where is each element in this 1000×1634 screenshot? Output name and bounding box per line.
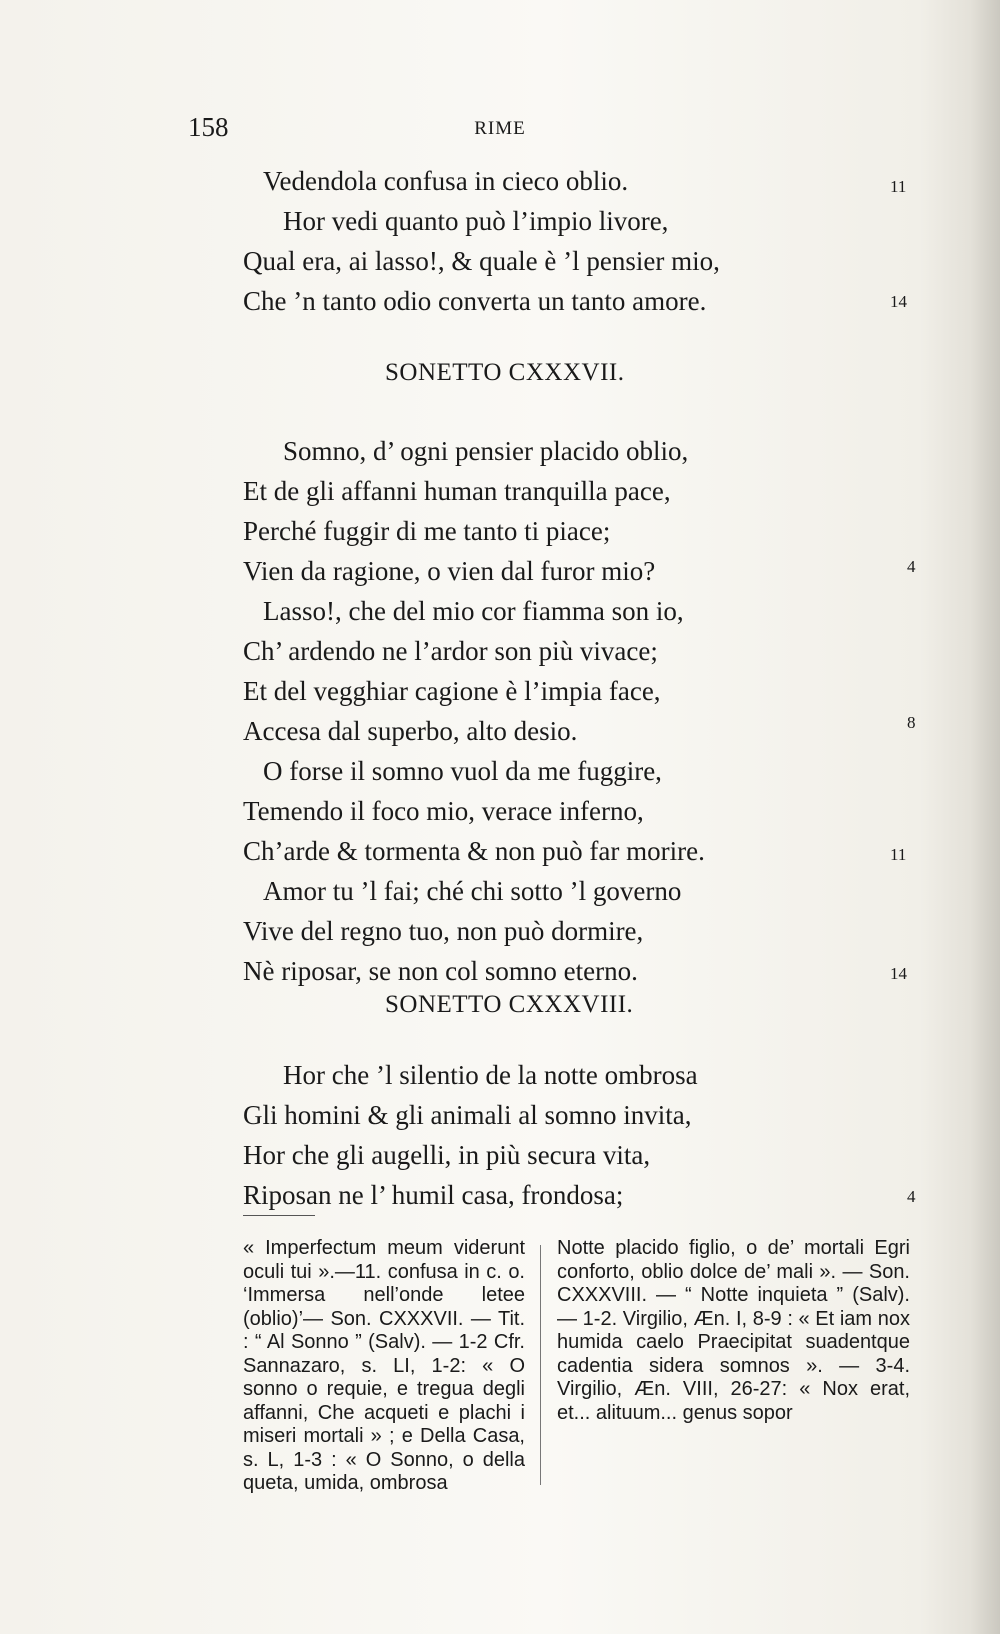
verse-line: Riposan ne l’ humil casa, frondosa; [243, 1180, 624, 1210]
line-number: 8 [907, 713, 916, 732]
line-number: 11 [890, 177, 907, 196]
verse-line: Et del vegghiar cagione è l’impia face, [243, 676, 661, 706]
sonnet-title: SONETTO CXXXVII. [385, 359, 625, 386]
verse-line: Vien da ragione, o vien dal furor mio? [243, 556, 656, 586]
verse-line: Accesa dal superbo, alto desio. [243, 716, 578, 746]
line-number: 4 [907, 557, 916, 576]
verse-line: Amor tu ’l fai; ché chi sotto ’l governo [263, 876, 682, 906]
verse-line: Ch’ ardendo ne l’ardor son più vivace; [243, 636, 658, 666]
running-title: RIME [474, 118, 526, 139]
verse-line: Hor vedi quanto può l’impio livore, [283, 206, 669, 236]
verse-line: Temendo il foco mio, verace inferno, [243, 796, 644, 826]
verse-line: Et de gli affanni human tranquilla pace, [243, 476, 671, 506]
verse-line: Nè riposar, se non col somno eterno. [243, 956, 638, 986]
line-number: 4 [907, 1187, 916, 1206]
verse-line: Hor che gli augelli, in più secura vita, [243, 1140, 651, 1170]
note-text: Notte placido figlio, o de’ mortali Egri conforto, oblio dolce de’ mali ». — Son. CXXXVIII. — “ Notte inquieta ” (Salv). — 1-2. Virgilio, Æn. I, 8-9 : « Et iam nox humida caelo Praecipitat suadentque cadentia sidera somnos ». — 3-4. Virgilio, Æn. VIII, 26-27: « Nox erat, et... alituum... genus sopor [557, 1237, 910, 1424]
notes-rule [243, 1215, 315, 1216]
verse-line: Perché fuggir di me tanto ti piace; [243, 516, 611, 546]
note-text: « Imperfectum meum viderunt oculi tui ».—11. confusa in c. o. ‘Immersa nell’onde letee (oblio)’— Son. CXXXVII. — Tit. : “ Al Sonno ” (Salv). — 1-2 Cfr. Sannazaro, s. LI, 1-2: « O sonno o requie, e tregua degli affanni, Che acqueti e plachi i miseri mortali » ; e Della Casa, s. L, 1-3 : « O Sonno, o della queta, umida, ombrosa [243, 1237, 525, 1494]
verse-line: Gli homini & gli animali al somno invita, [243, 1100, 692, 1130]
verse-line: O forse il somno vuol da me fuggire, [263, 756, 662, 786]
notes-left-column [243, 1237, 525, 1496]
notes-column-divider [540, 1245, 541, 1485]
verse-line: Somno, d’ ogni pensier placido oblio, [283, 436, 689, 466]
line-number: 14 [890, 964, 907, 983]
line-number: 14 [890, 292, 907, 311]
verse-line: Lasso!, che del mio cor fiamma son io, [263, 596, 684, 626]
verse-line: Ch’arde & tormenta & non può far morire. [243, 836, 705, 866]
verse-line: Vedendola confusa in cieco oblio. [263, 166, 629, 196]
sonnet-title: SONETTO CXXXVIII. [385, 991, 634, 1018]
page-edge-shadow [970, 0, 1000, 1634]
page-number: 158 [188, 112, 229, 142]
page-header [0, 112, 1000, 142]
notes-right-column [557, 1237, 910, 1425]
verse-line: Hor che ’l silentio de la notte ombrosa [283, 1060, 698, 1090]
verse-line: Vive del regno tuo, non può dormire, [243, 916, 644, 946]
line-number: 11 [890, 845, 907, 864]
verse-line: Qual era, ai lasso!, & quale è ’l pensier mio, [243, 246, 720, 276]
verse-line: Che ’n tanto odio converta un tanto amore. [243, 286, 707, 316]
